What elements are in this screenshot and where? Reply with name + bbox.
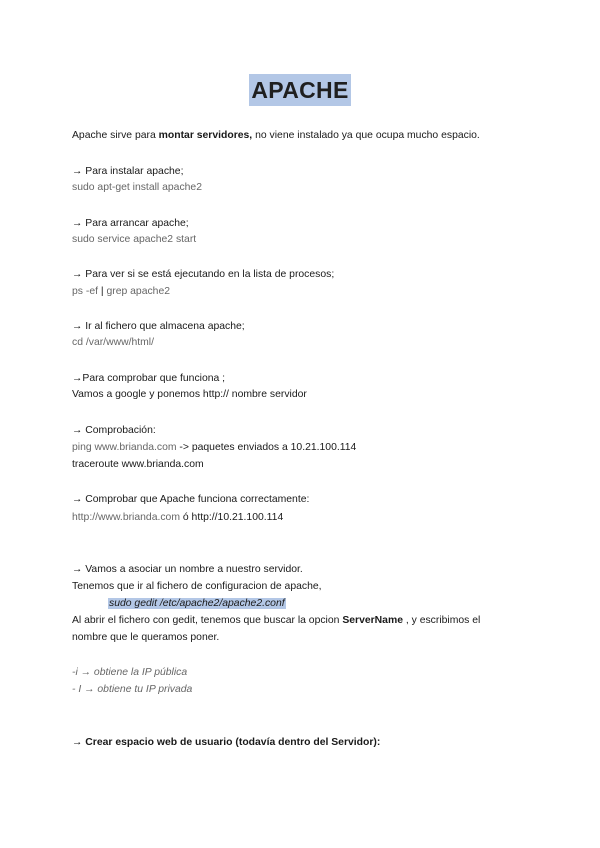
associate-line2: Tenemos que ir al fichero de configuracion de apache, <box>72 581 322 592</box>
associate-line4: nombre que le queramos poner. <box>72 632 220 643</box>
intro-text: Apache sirve para <box>72 130 159 141</box>
verification-label: → Comprobación: <box>72 425 156 436</box>
associate-label: → Vamos a asociar un nombre a nuestro servidor. <box>72 564 303 575</box>
servername-bold: ServerName <box>342 615 403 626</box>
install-label: → Para instalar apache; <box>72 166 184 177</box>
install-command: sudo apt-get install apache2 <box>72 182 202 193</box>
ping-command: ping www.brianda.com <box>72 442 177 453</box>
correct-label: → Comprobar que Apache funciona correctamente: <box>72 494 310 505</box>
correct-url: http://www.brianda.com <box>72 512 180 523</box>
associate-text-end: , y escribimos el <box>402 615 481 626</box>
start-command: sudo service apache2 start <box>72 234 197 245</box>
correct-ip: ó http://10.21.100.114 <box>180 512 284 523</box>
userweb-heading: → Crear espacio web de usuario (todavía dentro del Servidor): <box>72 737 381 748</box>
check-label: →Para comprobar que funciona ; <box>72 373 226 384</box>
intro-paragraph <box>72 129 480 143</box>
process-pipe: | <box>100 286 104 297</box>
title-wrapper <box>0 74 600 106</box>
process-label: → Para ver si se está ejecutando en la lista de procesos; <box>72 269 335 280</box>
correct-line <box>72 511 283 525</box>
folder-command: cd /var/www/html/ <box>72 337 154 348</box>
page-title: APACHE <box>249 74 350 106</box>
start-label: → Para arrancar apache; <box>72 218 189 229</box>
ping-line <box>72 441 356 455</box>
process-command-part: ps -ef <box>72 286 101 297</box>
associate-text: Al abrir el fichero con gedit, tenemos que buscar la opcion <box>72 615 343 626</box>
traceroute-command: traceroute www.brianda.com <box>72 459 204 470</box>
process-command-part: grep apache2 <box>103 286 171 297</box>
associate-command-line <box>108 597 286 611</box>
associate-command: sudo gedit /etc/apache2/apache2.conf <box>109 598 285 609</box>
folder-label: → Ir al fichero que almacena apache; <box>72 321 245 332</box>
ping-result: -> paquetes enviados a 10.21.100.114 <box>176 442 357 453</box>
ip-public-note: -i → obtiene la IP pública <box>72 667 188 678</box>
ip-private-note: - I → obtiene tu IP privada <box>72 684 193 695</box>
associate-line3 <box>72 614 480 628</box>
intro-text-end: no viene instalado ya que ocupa mucho espacio. <box>252 130 480 141</box>
check-text: Vamos a google y ponemos http:// nombre servidor <box>72 389 307 400</box>
intro-bold: montar servidores, <box>158 130 253 141</box>
process-command <box>72 285 170 299</box>
